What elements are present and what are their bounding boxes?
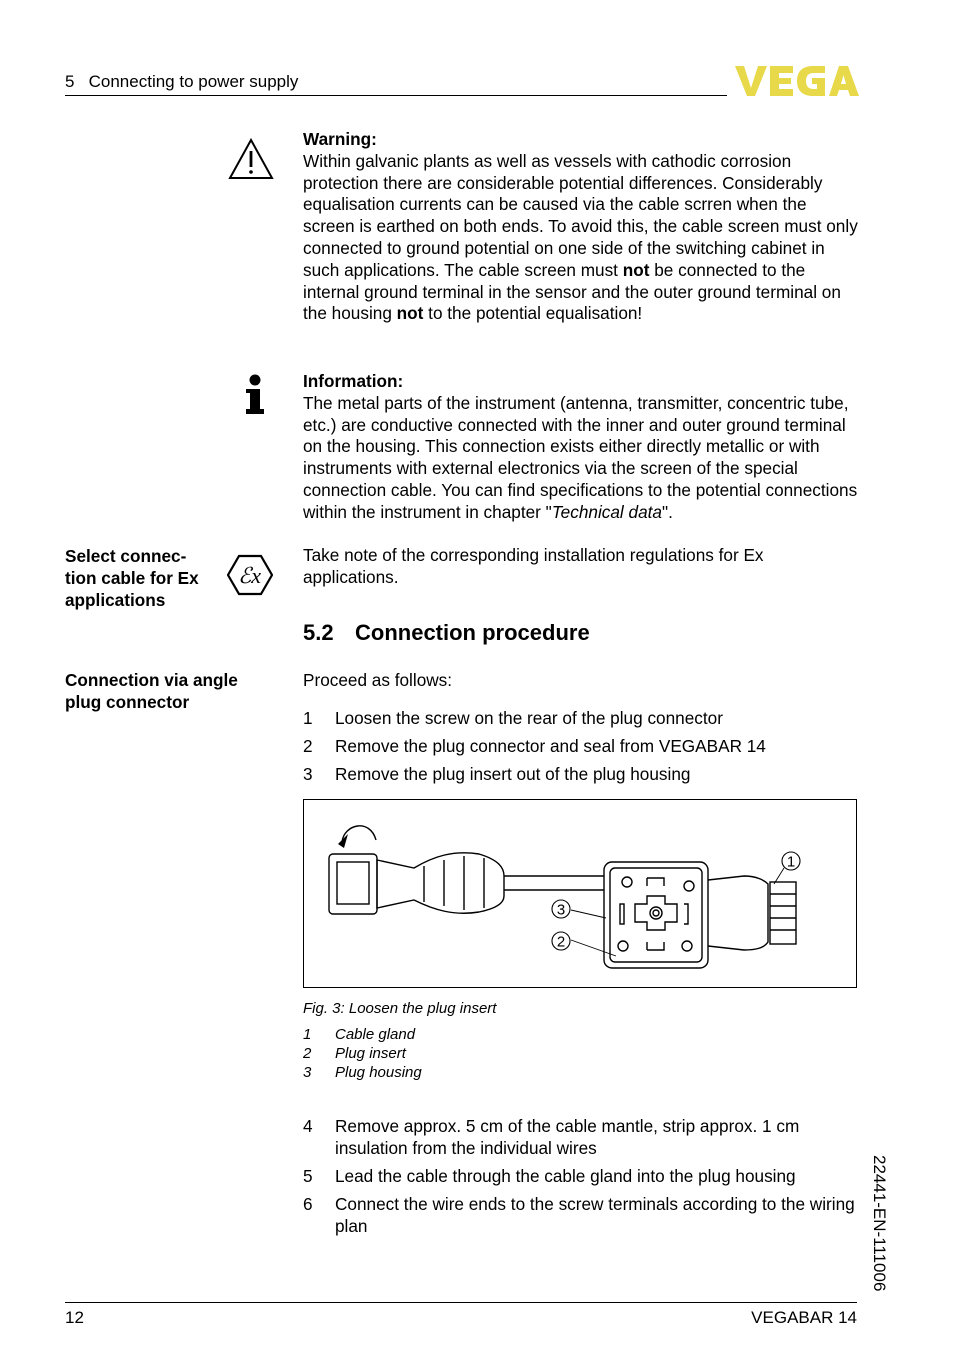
section-heading bbox=[303, 620, 590, 646]
step-number: 2 bbox=[303, 736, 313, 756]
warning-emphasis-2: not bbox=[396, 303, 424, 324]
step-text: Connect the wire ends to the screw terminals according to the wiring plan bbox=[335, 1194, 855, 1236]
legend-text: Cable gland bbox=[335, 1026, 416, 1043]
warning-block bbox=[303, 129, 859, 325]
information-text-2: ". bbox=[661, 501, 673, 522]
rotation-arrow bbox=[342, 826, 376, 842]
step-text: Lead the cable through the cable gland into the plug housing bbox=[335, 1166, 796, 1186]
information-title: Information: bbox=[303, 371, 404, 391]
product-name: VEGABAR 14 bbox=[751, 1308, 857, 1327]
legend-text: Plug insert bbox=[335, 1045, 406, 1062]
warning-text-2: be connected to the internal ground terminal in the sensor and the outer ground terminal on the housing bbox=[303, 259, 841, 324]
svg-text:ℰx: ℰx bbox=[237, 563, 262, 588]
footer-rule bbox=[65, 1302, 857, 1303]
section-number: 5.2 bbox=[303, 620, 334, 645]
legend-number: 3 bbox=[303, 1064, 312, 1081]
side-label-ex bbox=[65, 545, 225, 611]
side-label-ex-line-2: tion cable for Ex bbox=[65, 568, 199, 588]
step-number: 1 bbox=[303, 708, 313, 728]
warning-triangle-icon bbox=[228, 138, 274, 180]
callout-3: 3 bbox=[556, 901, 566, 919]
section-title: Connection procedure bbox=[355, 620, 590, 645]
warning-paragraph bbox=[303, 151, 859, 325]
figure-caption: Fig. 3: Loosen the plug insert bbox=[303, 1000, 497, 1017]
ex-paragraph: Take note of the corresponding installation regulations for Ex applications. bbox=[303, 545, 764, 587]
step-number: 4 bbox=[303, 1116, 313, 1136]
warning-title: Warning: bbox=[303, 129, 377, 149]
side-label-procedure bbox=[65, 669, 265, 713]
information-chapter-ref: Technical data bbox=[551, 501, 662, 522]
legend-number: 2 bbox=[303, 1045, 312, 1062]
information-icon bbox=[244, 374, 266, 416]
side-label-procedure-line-2: plug connector bbox=[65, 692, 190, 712]
information-text-1: The metal parts of the instrument (antenna, transmitter, concentric tube, etc.) are conductive connected with the inner and outer ground terminal on the housing. This connection exists either directly metallic or with instruments with external electronics via the screen of the special connection cable. You can find specifications to the potential connections within the instrument in chapter " bbox=[303, 392, 858, 522]
step-text: Loosen the screw on the rear of the plug connector bbox=[335, 708, 723, 728]
callout-1: 1 bbox=[786, 853, 796, 871]
ex-hexagon-icon bbox=[227, 553, 273, 597]
header-rule bbox=[65, 95, 727, 96]
step-number: 6 bbox=[303, 1194, 313, 1214]
side-label-ex-line-1: Select connec- bbox=[65, 546, 187, 566]
procedure-intro: Proceed as follows: bbox=[303, 670, 453, 690]
document-code-text: 22441-EN-111006 bbox=[870, 1155, 889, 1292]
warning-emphasis-1: not bbox=[622, 259, 650, 280]
information-paragraph bbox=[303, 393, 859, 524]
page-number: 12 bbox=[65, 1308, 84, 1327]
step-text: Remove the plug connector and seal from VEGABAR 14 bbox=[335, 736, 766, 756]
side-label-ex-line-3: applications bbox=[65, 590, 166, 610]
callout-2: 2 bbox=[556, 933, 566, 951]
warning-text-3: to the potential equalisation! bbox=[423, 303, 643, 324]
side-label-procedure-line-1: Connection via angle bbox=[65, 670, 238, 690]
step-number: 5 bbox=[303, 1166, 313, 1186]
plug-connector-drawing bbox=[304, 800, 856, 987]
warning-text-1: Within galvanic plants as well as vessels with cathodic corrosion protection there are considerable potential differences. Considerably equalisation currents can be caused via the cable scrren when the screen is earthed on both ends. To avoid this, the cable screen must only connected to ground potential on one side of the switching cabinet in such applications. The cable screen must bbox=[303, 150, 858, 280]
document-code bbox=[868, 1155, 892, 1305]
step-text: Remove the plug insert out of the plug housing bbox=[335, 764, 691, 784]
running-header: 5 Connecting to power supply bbox=[65, 72, 299, 91]
information-block bbox=[303, 371, 859, 524]
legend-number: 1 bbox=[303, 1026, 312, 1043]
vega-logo bbox=[735, 64, 859, 98]
legend-text: Plug housing bbox=[335, 1064, 422, 1081]
step-text: Remove approx. 5 cm of the cable mantle, strip approx. 1 cm insulation from the individual wires bbox=[335, 1116, 800, 1158]
step-number: 3 bbox=[303, 764, 313, 784]
